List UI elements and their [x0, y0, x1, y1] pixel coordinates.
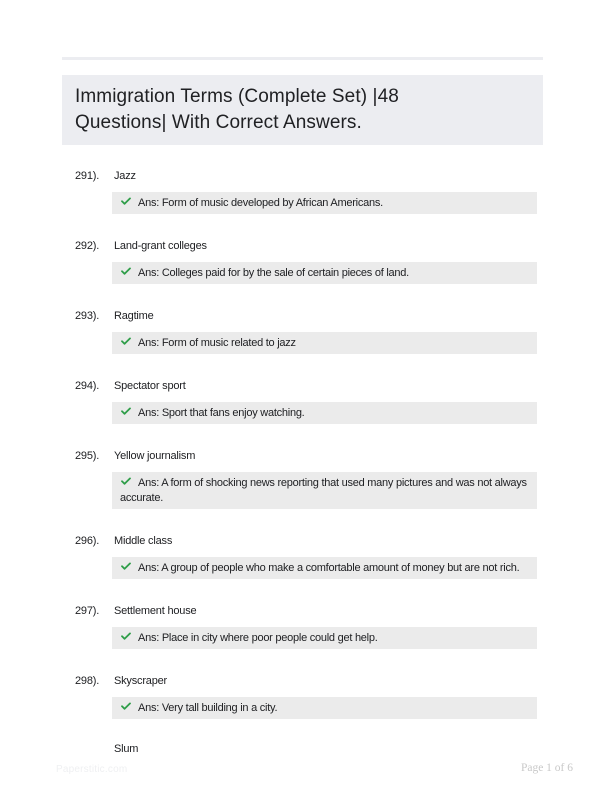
answer-box — [112, 402, 537, 424]
answer-box — [112, 472, 537, 509]
question-number: 294). — [75, 380, 100, 392]
answer-box — [112, 332, 537, 354]
answer-box — [112, 697, 537, 719]
answer-text: Ans: A group of people who make a comfortable amount of money but are not rich. — [138, 562, 520, 574]
answer-box — [112, 262, 537, 284]
check-icon — [120, 560, 132, 576]
answer-box — [112, 192, 537, 214]
answer-text: Ans: Colleges paid for by the sale of certain pieces of land. — [138, 267, 409, 279]
question-number: 291). — [75, 170, 100, 182]
question-block — [0, 533, 606, 579]
question-row — [0, 238, 606, 254]
title-banner — [62, 75, 543, 145]
question-row — [0, 533, 606, 549]
check-icon — [120, 335, 132, 351]
question-block — [0, 308, 606, 354]
question-term: Skyscraper — [114, 675, 168, 687]
check-icon — [120, 195, 132, 211]
question-number: 297). — [75, 605, 100, 617]
question-row — [0, 673, 606, 689]
question-term: Land-grant colleges — [114, 240, 207, 252]
question-block — [0, 448, 606, 509]
check-icon — [120, 405, 132, 421]
answer-box — [112, 557, 537, 579]
question-term: Settlement house — [114, 605, 197, 617]
question-number: 298). — [75, 675, 100, 687]
question-row — [0, 168, 606, 184]
answer-text: Ans: Place in city where poor people could get help. — [138, 632, 378, 644]
question-number: 292). — [75, 240, 100, 252]
question-row — [0, 308, 606, 324]
partial-question-term: Slum — [114, 743, 139, 755]
question-block — [0, 673, 606, 719]
question-term: Spectator sport — [114, 380, 186, 392]
question-block — [0, 378, 606, 424]
page-indicator: Page 1 of 6 — [520, 762, 573, 774]
answer-text: Ans: Very tall building in a city. — [138, 702, 278, 714]
check-icon — [120, 700, 132, 716]
question-row — [0, 378, 606, 394]
check-icon — [120, 475, 132, 491]
question-block — [0, 603, 606, 649]
question-term: Yellow journalism — [114, 450, 196, 462]
question-term: Middle class — [114, 535, 173, 547]
watermark-text: Paperstitic.com — [56, 764, 128, 775]
question-number: 295). — [75, 450, 100, 462]
question-row — [0, 448, 606, 464]
check-icon — [120, 265, 132, 281]
question-number: 296). — [75, 535, 100, 547]
question-block — [0, 168, 606, 214]
document-title: Immigration Terms (Complete Set) |48 Questions| With Correct Answers. — [75, 86, 399, 133]
answer-box — [112, 627, 537, 649]
question-term: Jazz — [114, 170, 136, 182]
check-icon — [120, 630, 132, 646]
answer-text: Ans: Form of music related to jazz — [138, 337, 296, 349]
answer-text: Ans: Sport that fans enjoy watching. — [138, 407, 305, 419]
answer-text: Ans: Form of music developed by African Americans. — [138, 197, 383, 209]
question-block — [0, 238, 606, 284]
answer-text: Ans: A form of shocking news reporting that used many pictures and was not always accurate. — [120, 477, 527, 504]
question-row — [0, 603, 606, 619]
header-divider — [62, 57, 543, 60]
question-term: Ragtime — [114, 310, 154, 322]
question-list — [0, 168, 606, 755]
question-number: 293). — [75, 310, 100, 322]
